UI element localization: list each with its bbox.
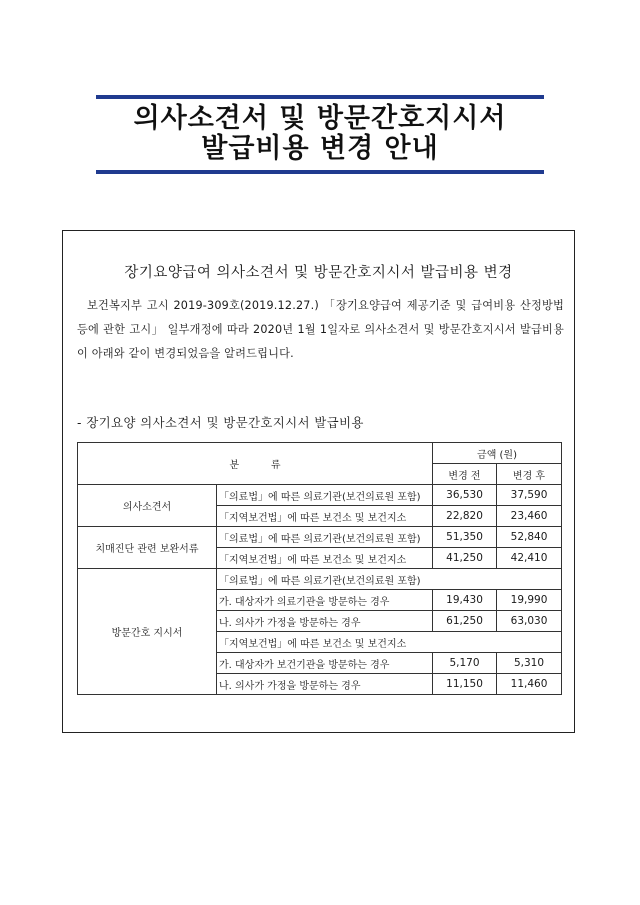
table-row: [78, 527, 562, 548]
row-after: 19,990: [497, 590, 562, 611]
row-after: 5,310: [497, 653, 562, 674]
table-header-row: [78, 443, 562, 464]
header-category: 분 류: [78, 443, 433, 485]
row-label: 「의료법」에 따른 의료기관(보건의료원 포함): [217, 527, 433, 548]
row-before: 22,820: [433, 506, 497, 527]
row-before: 5,170: [433, 653, 497, 674]
row-label: 「의료법」에 따른 의료기관(보건의료원 포함): [217, 569, 562, 590]
notice-paragraph: [77, 294, 564, 366]
row-after: 11,460: [497, 674, 562, 695]
row-after: 23,460: [497, 506, 562, 527]
title-block: [96, 95, 544, 174]
category-visit: 방문간호 지시서: [78, 569, 217, 695]
row-before: 19,430: [433, 590, 497, 611]
title-rule-bottom: [96, 170, 544, 174]
header-before: 변경 전: [433, 464, 497, 485]
row-after: 63,030: [497, 611, 562, 632]
category-opinion: 의사소견서: [78, 485, 217, 527]
category-dementia: 치매진단 관련 보완서류: [78, 527, 217, 569]
row-before: 51,350: [433, 527, 497, 548]
row-label: 「지역보건법」에 따른 보건소 및 보건지소: [217, 632, 562, 653]
header-after: 변경 후: [497, 464, 562, 485]
row-before: 36,530: [433, 485, 497, 506]
fee-table: [77, 442, 562, 695]
row-label: 「지역보건법」에 따른 보건소 및 보건지소: [217, 548, 433, 569]
page-title-line1: 의사소견서 및 방문간호지시서: [133, 103, 507, 134]
row-label: 나. 의사가 가정을 방문하는 경우: [217, 611, 433, 632]
title-rule-top: [96, 95, 544, 99]
row-label: 「의료법」에 따른 의료기관(보건의료원 포함): [217, 485, 433, 506]
row-label: 가. 대상자가 보건기관을 방문하는 경우: [217, 653, 433, 674]
notice-box: [62, 230, 575, 733]
row-after: 42,410: [497, 548, 562, 569]
row-label: 「지역보건법」에 따른 보건소 및 보건지소: [217, 506, 433, 527]
row-label: 가. 대상자가 의료기관을 방문하는 경우: [217, 590, 433, 611]
row-after: 52,840: [497, 527, 562, 548]
header-amount: 금액 (원): [433, 443, 562, 464]
table-row: [78, 485, 562, 506]
notice-heading: 장기요양급여 의사소견서 및 방문간호지시서 발급비용 변경: [124, 265, 513, 281]
row-after: 37,590: [497, 485, 562, 506]
row-before: 11,150: [433, 674, 497, 695]
row-label: 나. 의사가 가정을 방문하는 경우: [217, 674, 433, 695]
row-before: 61,250: [433, 611, 497, 632]
notice-text: 보건복지부 고시 2019-309호(2019.12.27.) 「장기요양급여 제공기준 및 급여비용 산정방법 등에 관한 고시」 일부개정에 따라 2020년 1월 1일자로 의사소견서 및 방문간호지시서 발급비용이 아래와 같이 변경되었음을 알려드립니다.: [77, 299, 564, 360]
page-title-line2: 발급비용 변경 안내: [201, 133, 439, 164]
row-before: 41,250: [433, 548, 497, 569]
section-title: - 장기요양 의사소견서 및 방문간호지시서 발급비용: [77, 416, 364, 430]
table-row: [78, 569, 562, 590]
